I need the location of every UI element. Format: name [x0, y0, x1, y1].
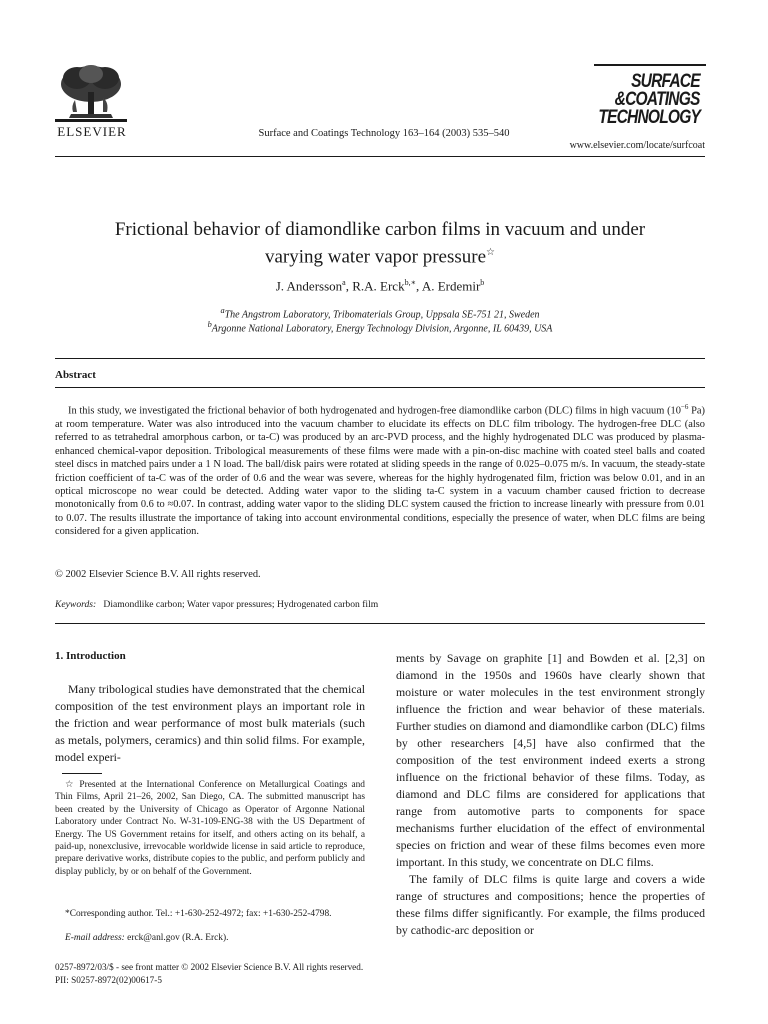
author-name: A. Erdemir	[421, 278, 481, 294]
affiliation-mark: b	[207, 320, 212, 329]
abstract-exponent: −6	[680, 403, 689, 411]
intro-paragraph: Many tribological studies have demonstrated that the chemical composition of the test environment plays an important role in the friction and wear performance of most bulk materials (such as metals, polymers, ceramics) and thin solid films. For example, model experi-	[55, 682, 365, 764]
title-line-2: varying water vapor pressure	[264, 246, 487, 268]
journal-logo-line: SURFACE	[631, 71, 700, 92]
author-separator: ,	[416, 278, 422, 294]
front-matter-notice: 0257-8972/03/$ - see front matter © 2002 Elsevier Science B.V. All rights reserved.	[55, 962, 364, 972]
email-label: E-mail address:	[65, 933, 125, 943]
pii-identifier: PII: S0257-8972(02)00617-5	[55, 975, 162, 985]
title-footnote-mark: ☆	[486, 247, 496, 258]
affiliation-text: Argonne National Laboratory, Energy Technology Division, Argonne, IL 60439, USA	[211, 323, 553, 335]
intro-paragraph: ments by Savage on graphite [1] and Bowden et al. [2,3] on diamond in the 1950s and 1960s have clearly shown that moisture or water molecules in the test environment strongly influence the friction and wear behavior of these materials. Further studies on diamond and diamondlike carbon (DLC) films by other researchers [4,5] have also confirmed that the composition of the test environment indeed exerts a strong influence on the frictional behavior of these films. Today, as diamond and DLC films are considered for applications that range from automotive parts to components for space mechanisms further elucidation of the effect of environmental species on friction and wear of these films becomes even more important. In this study, we concentrate on DLC films.	[396, 651, 705, 869]
header-divider	[55, 156, 705, 157]
abstract-text-part: Pa) at room temperature. Water was also introduced into the vacuum chamber to elucidate its effects on DLC film tribology. The hydrogen-free DLC (also referred to as tetrahedral amorphous carbon, or ta-C) was produced by an arc-PVD process, and the highly hydrogenated DLC was produced by plasma-enhanced chemical-vapor deposition. Tribological measurements of these films were made with a pin-on-disc machine with coated steel balls and coated steel discs in matched pairs under a 1 N load. The ball/disk pairs were rotated at sliding speeds in the range of 0.025–0.075 m/s. In vacuum, the steady-state friction coefficient of ta-C was of the order of 0.6 and the wear was severe, whereas for the highly hydrogenated film, friction was below 0.01, and in an optical microscope no wear could be detected. Adding water vapor to the sliding ta-C system in a vacuum chamber caused friction to decrease monotonically from 0.6 to ≈0.07. In contrast, adding water vapor to the sliding DLC system caused the friction to increase linearly with pressure from 0.01 to 0.07. The results illustrate the importance of taking into account environmental conditions, especially the presence of water, when DLC films are being considered for a given application.	[55, 405, 705, 538]
abstract-heading: Abstract	[55, 369, 96, 381]
divider	[55, 387, 705, 388]
intro-paragraph: The family of DLC films is quite large and covers a wide range of structures and compositions; hence the properties of these films differ significantly. For example, the films produced by cathodic-arc deposition or	[396, 872, 705, 937]
footnote-divider	[62, 773, 102, 774]
journal-logo-line: &COATINGS	[615, 89, 700, 110]
author-affiliation-mark: a	[342, 278, 346, 287]
footnote-email	[65, 933, 228, 943]
divider	[55, 623, 705, 624]
email-link[interactable]: erck@anl.gov (R.A. Erck).	[127, 933, 229, 943]
author-separator: ,	[345, 278, 353, 294]
journal-url-link[interactable]: www.elsevier.com/locate/surfcoat	[569, 140, 705, 151]
journal-citation: Surface and Coatings Technology 163–164 (2003) 535–540	[258, 128, 510, 139]
affiliation	[55, 306, 705, 320]
journal-logo	[594, 64, 706, 138]
footnote-presented: ☆ Presented at the International Conference on Metallurgical Coatings and Thin Films, April 21–26, 2002, San Diego, CA. The submitted manuscript has been created by the University of Chicago as Operator of Argonne National Laboratory under Contract No. W-31-109-ENG-38 with the US Department of Energy. The US Government retains for itself, and others acting on its behalf, a paid-up, nonexclusive, irrevocable worldwide license in said article to reproduce, prepare derivative works, distribute copies to the public, and perform publicly and display publicly, by or on behalf of the Government.	[55, 780, 365, 877]
article-title	[55, 218, 705, 268]
keywords-label: Keywords:	[55, 599, 97, 610]
title-line-1: Frictional behavior of diamondlike carbon films in vacuum and under	[114, 219, 646, 240]
journal-logo-line: TECHNOLOGY	[598, 107, 700, 128]
elsevier-tree-logo	[55, 62, 127, 122]
affiliation-mark: a	[220, 306, 225, 315]
abstract-copyright: © 2002 Elsevier Science B.V. All rights reserved.	[55, 569, 261, 580]
author-affiliation-mark: b,∗	[404, 278, 417, 287]
affiliation	[55, 320, 705, 334]
right-column	[396, 650, 705, 939]
divider	[55, 358, 705, 359]
keywords-text: Diamondlike carbon; Water vapor pressures; Hydrogenated carbon film	[103, 599, 379, 610]
publisher-name: ELSEVIER	[57, 124, 127, 139]
abstract-text	[55, 401, 705, 539]
author-name: J. Andersson	[275, 278, 343, 294]
author-name: R.A. Erck	[352, 278, 405, 294]
keywords	[55, 599, 378, 610]
section-heading: 1. Introduction	[55, 650, 126, 662]
author-list	[55, 278, 705, 294]
affiliation-text: The Angstrom Laboratory, Tribomaterials Group, Uppsala SE-751 21, Sweden	[224, 309, 540, 321]
abstract-text-part: In this study, we investigated the frictional behavior of both hydrogenated and hydrogen-free diamondlike carbon (DLC) films in high vacuum (10	[68, 405, 681, 417]
author-affiliation-mark: b	[480, 278, 485, 287]
footnote-corresponding: *Corresponding author. Tel.: +1-630-252-4972; fax: +1-630-252-4798.	[65, 909, 332, 919]
